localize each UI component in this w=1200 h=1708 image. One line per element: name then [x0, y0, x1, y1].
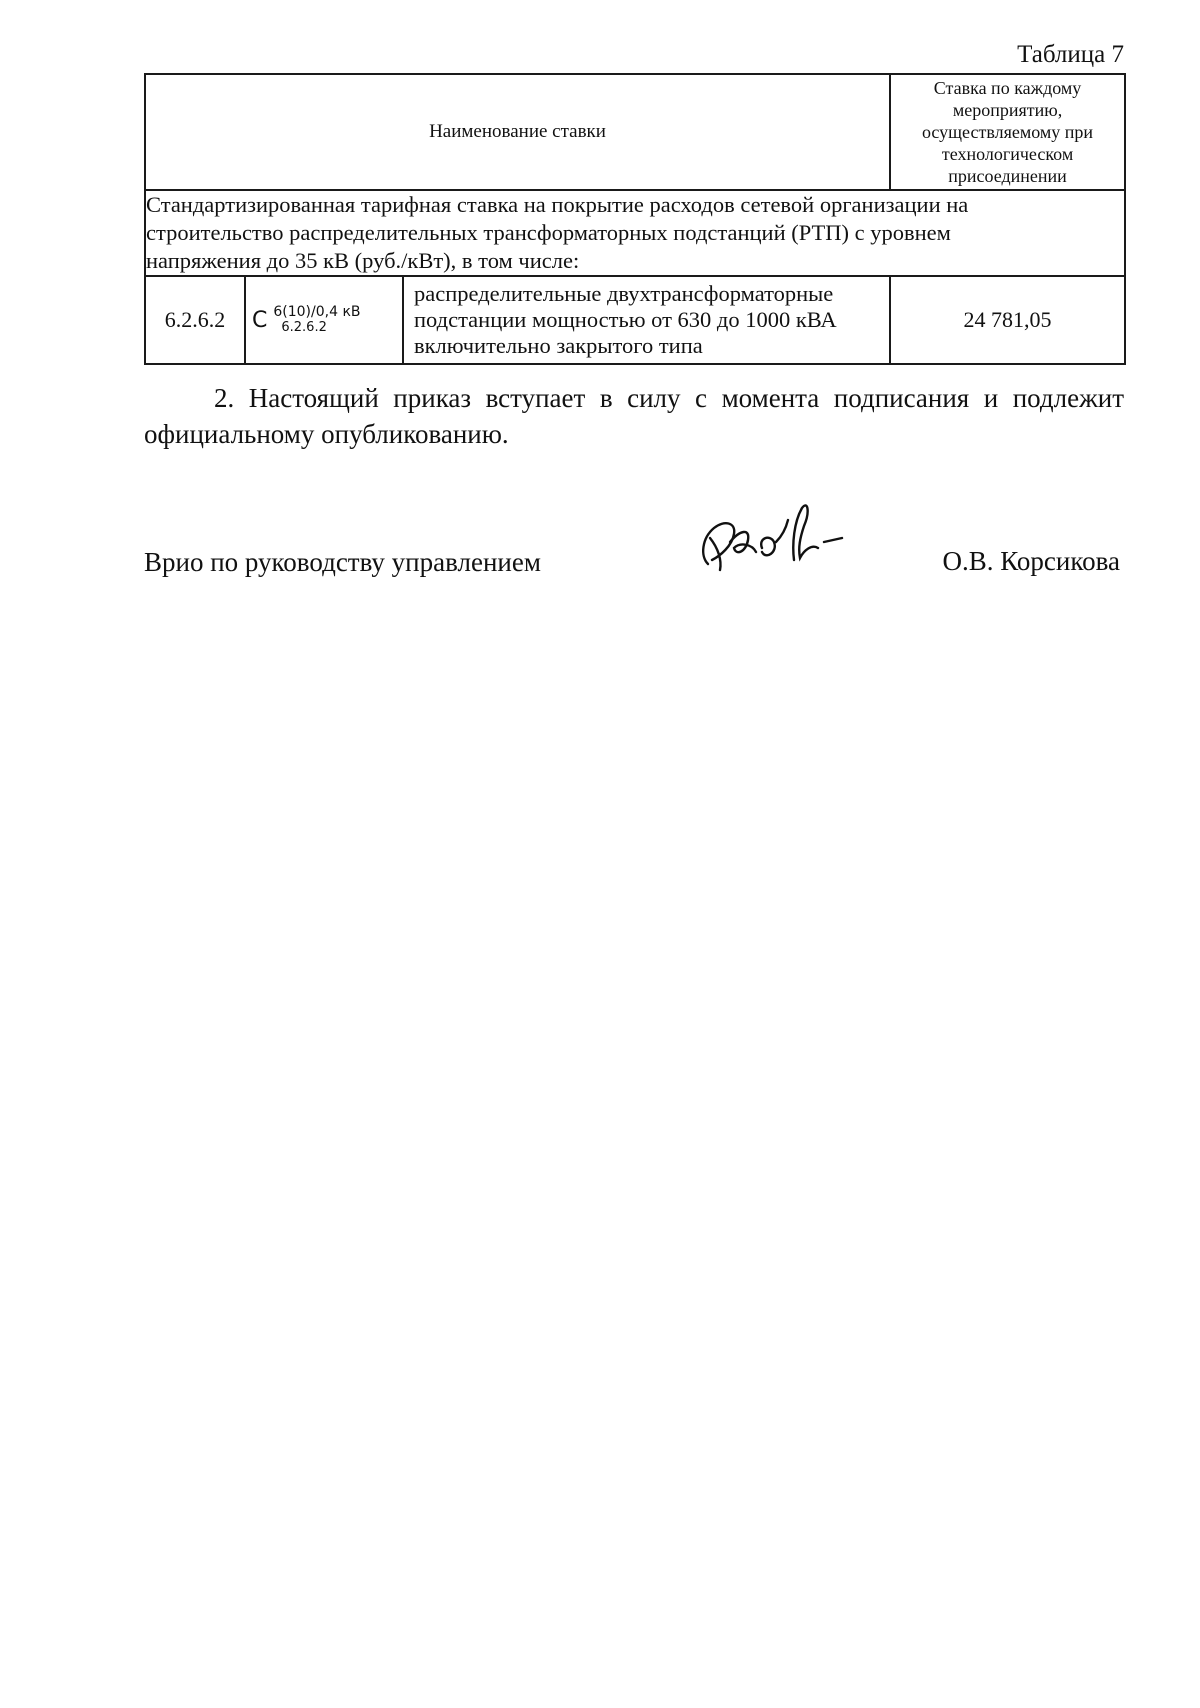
signatory-name: О.В. Корсикова [942, 546, 1120, 576]
table-row [145, 276, 1125, 364]
header-rate-line: осуществляемому при [921, 122, 1094, 142]
row-code: 6.2.6.2 [145, 276, 245, 364]
section-title [145, 190, 1125, 276]
description-line: включительно закрытого типа [414, 333, 703, 358]
row-description [403, 276, 890, 364]
header-rate-line: Ставка по каждому [933, 78, 1082, 98]
header-rate-line: мероприятию, [952, 100, 1063, 120]
order-paragraph [144, 380, 1124, 452]
paragraph-line: официальному опубликованию. [144, 419, 509, 449]
header-rate-line: присоединении [948, 166, 1067, 186]
symbol-superscript: 6(10)/0,4 кВ [273, 304, 361, 320]
section-line: строительство распределительных трансформаторных подстанций (РТП) с уровнем [146, 220, 951, 245]
header-rate-value [890, 74, 1125, 190]
row-value: 24 781,05 [890, 276, 1125, 364]
signatory-title: Врио по руководству управлением [144, 547, 541, 577]
table-section-row [145, 190, 1125, 276]
header-rate-name: Наименование ставки [145, 74, 890, 190]
table-caption: Таблица 7 [1017, 41, 1124, 68]
paragraph-line: 2. Настоящий приказ вступает в силу с момента подписания и подлежит [214, 383, 1124, 413]
section-line: напряжения до 35 кВ (руб./кВт), в том числе: [146, 248, 580, 273]
table-header-row [145, 74, 1125, 190]
description-line: распределительные двухтрансформаторные [414, 281, 834, 306]
symbol-main: C [252, 307, 268, 333]
symbol-subscript: 6.2.6.2 [281, 320, 327, 335]
row-symbol [245, 276, 403, 364]
rates-table [144, 73, 1126, 365]
section-line: Стандартизированная тарифная ставка на покрытие расходов сетевой организации на [146, 192, 969, 217]
handwritten-signature [690, 498, 860, 578]
header-rate-line: технологическом [941, 144, 1074, 164]
description-line: подстанции мощностью от 630 до 1000 кВА [414, 307, 837, 332]
